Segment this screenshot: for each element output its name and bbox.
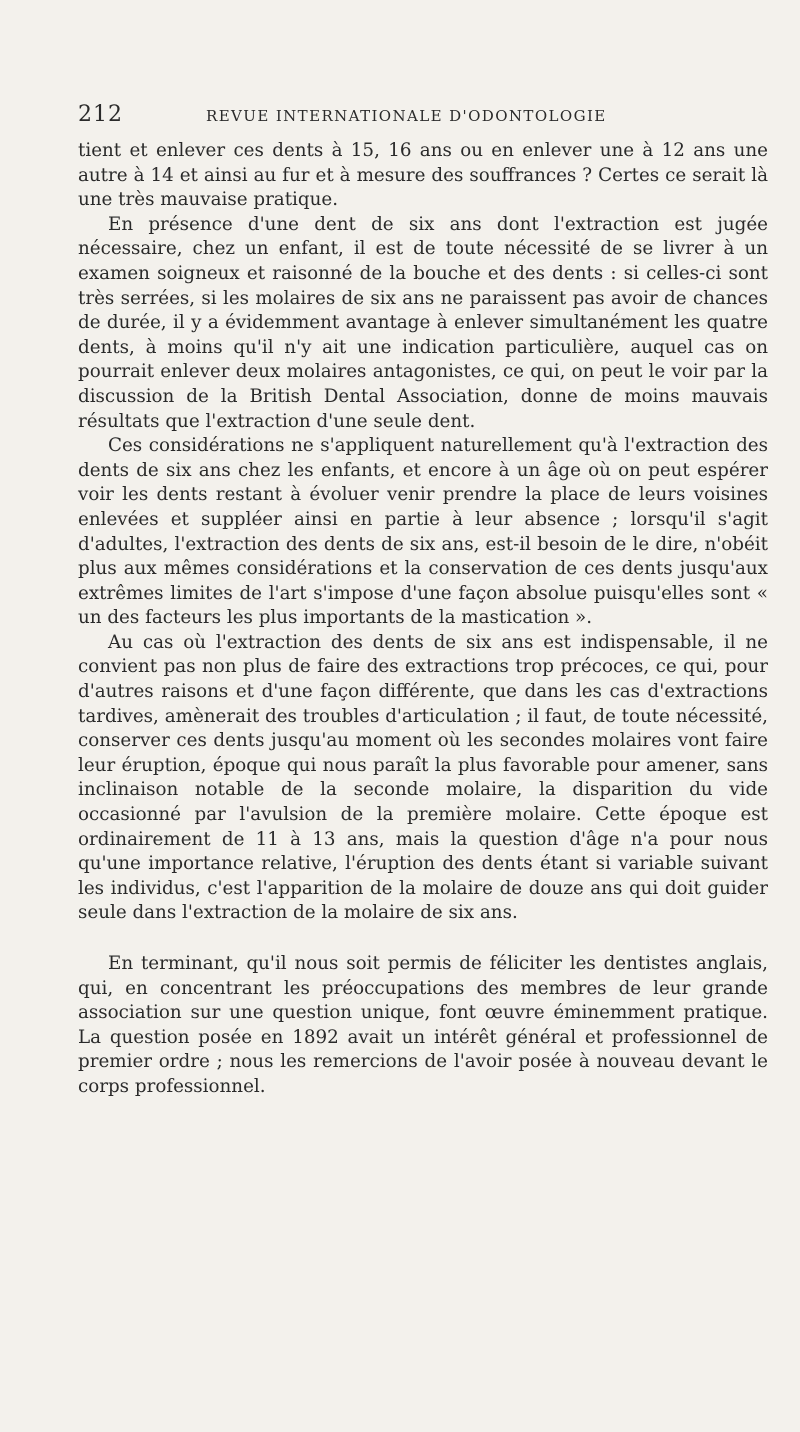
paragraph: Au cas où l'extraction des dents de six ans est indispensable, il ne convient pas non plus de faire des extractions trop précoces, ce qui, pour d'autres raisons et d'une façon différente, que dans les cas d'extractions tardives, amènerait des troubles d'articulation ; il faut, de toute nécessité, conserver ces dents jusqu'au moment où les secondes molaires vont faire leur éruption, époque qui nous paraît la plus favorable pour amener, sans inclinaison notable de la seconde molaire, la disparition du vide occasionné par l'avulsion de la première molaire. Cette époque est ordinairement de 11 à 13 ans, mais la question d'âge n'a pour nous qu'une importance relative, l'éruption des dents étant si variable suivant les individus, c'est l'apparition de la molaire de douze ans qui doit guider seule dans l'extraction de la molaire de six ans. [78, 631, 768, 924]
paragraph-conclusion: En terminant, qu'il nous soit permis de féliciter les dentistes anglais, qui, en concentrant les préoccupations des membres de leur grande association sur une question unique, font œuvre éminemment pratique. La question posée en 1892 avait un intérêt général et professionnel de premier ordre ; nous les remercions de l'avoir posée à nouveau devant le corps professionnel. [78, 953, 768, 1097]
paragraph: En présence d'une dent de six ans dont l'extraction est jugée nécessaire, chez un enfant, il est de toute nécessité de se livrer à un examen soigneux et raisonné de la bouche et des dents : si celles-ci sont très serrées, si les molaires de six ans ne paraissent pas avoir de chances de durée, il y a évidemment avantage à enlever simultanément les quatre dents, à moins qu'il n'y ait une indication particulière, auquel cas on pourrait enlever deux molaires antagonistes, ce qui, on peut le voir par la discussion de la British Dental Association, donne de moins mauvais résultats que l'extraction d'une seule dent. [78, 213, 768, 432]
page-number: 212 [78, 102, 123, 127]
paragraph-continuation: tient et enlever ces dents à 15, 16 ans ou en enlever une à 12 ans une autre à 14 et ainsi au fur et à mesure des souffrances ? Certes ce serait là une très mauvaise pratique. [78, 140, 768, 211]
body-text [78, 139, 768, 1100]
page-header [78, 100, 770, 130]
running-title: REVUE INTERNATIONALE D'ODONTOLOGIE [206, 107, 607, 125]
paragraph: Ces considérations ne s'appliquent naturellement qu'à l'extraction des dents de six ans chez les enfants, et encore à un âge où on peut espérer voir les dents restant à évoluer venir prendre la place de leurs voisines enlevées et suppléer ainsi en partie à leur absence ; lorsqu'il s'agit d'adultes, l'extraction des dents de six ans, est-il besoin de le dire, n'obéit plus aux mêmes considérations et la conservation de ces dents jusqu'aux extrêmes limites de l'art s'impose d'une façon absolue puisqu'elles sont « un des facteurs les plus importants de la mastication ». [78, 435, 768, 629]
